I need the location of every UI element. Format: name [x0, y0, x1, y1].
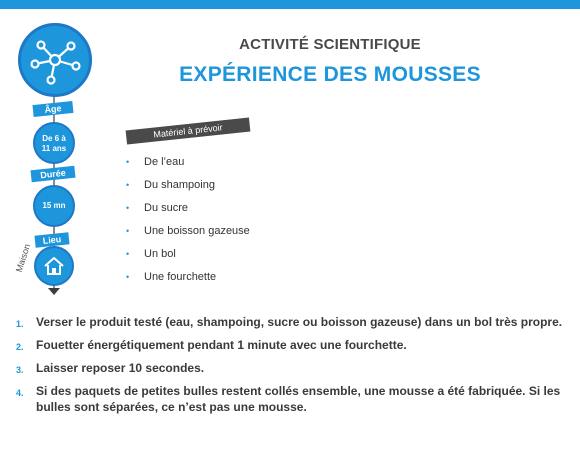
lieu-badge	[34, 246, 74, 286]
lieu-label: Lieu	[34, 232, 69, 247]
step-item	[16, 383, 572, 415]
material-item-text: Une boisson gazeuse	[144, 225, 250, 237]
step-item	[16, 337, 572, 353]
list-item	[122, 269, 250, 292]
activity-badge	[18, 23, 92, 97]
material-item-text: Du shampoing	[144, 179, 215, 191]
bullet-icon: •	[126, 226, 130, 236]
step-number: 4.	[16, 388, 24, 398]
instruction-steps	[16, 314, 572, 422]
bullet-icon: •	[126, 180, 130, 190]
step-text: Si des paquets de petites bulles restent collés ensemble, une mousse a été fabriquée. Si les bulles sont séparées, ce n’est pas une mousse.	[36, 384, 561, 414]
age-badge	[33, 122, 75, 164]
page-title: EXPÉRIENCE DES MOUSSES	[179, 63, 481, 86]
molecule-icon	[21, 26, 89, 94]
step-text: Fouetter énergétiquement pendant 1 minute avec une fourchette.	[36, 338, 407, 352]
step-text: Laisser reposer 10 secondes.	[36, 361, 205, 375]
bullet-icon: •	[126, 157, 130, 167]
bullet-icon: •	[126, 249, 130, 259]
age-value-line2: 11 ans	[41, 144, 67, 153]
bullet-icon: •	[126, 203, 130, 213]
list-item	[122, 246, 250, 269]
step-text: Verser le produit testé (eau, shampoing, sucre ou boisson gazeuse) dans un bol très propre.	[36, 315, 563, 329]
age-value-line1: De 6 à	[42, 134, 66, 143]
duree-value: 15 mn	[42, 201, 66, 210]
material-item-text: Une fourchette	[144, 271, 217, 283]
list-item	[122, 177, 250, 200]
timeline-arrow-icon	[48, 288, 60, 295]
list-item	[122, 223, 250, 246]
top-accent-bar	[0, 0, 580, 9]
bullet-icon: •	[126, 272, 130, 282]
step-number: 1.	[16, 319, 24, 329]
material-item-text: Un bol	[144, 248, 176, 260]
material-item-text: Du sucre	[144, 202, 189, 214]
duree-badge	[33, 185, 75, 227]
list-item	[122, 154, 250, 177]
step-item	[16, 360, 572, 376]
duree-label: Durée	[30, 166, 75, 183]
page-kicker: ACTIVITÉ SCIENTIFIQUE	[239, 36, 421, 53]
material-item-text: De l’eau	[144, 156, 185, 168]
age-label: Âge	[32, 101, 73, 117]
step-number: 2.	[16, 342, 24, 352]
step-item	[16, 314, 572, 330]
house-icon	[43, 255, 65, 277]
list-item	[122, 200, 250, 223]
lieu-value: Maison	[13, 242, 33, 274]
material-list	[122, 154, 250, 292]
material-label: Matériel à prévoir	[126, 118, 251, 145]
step-number: 3.	[16, 365, 24, 375]
